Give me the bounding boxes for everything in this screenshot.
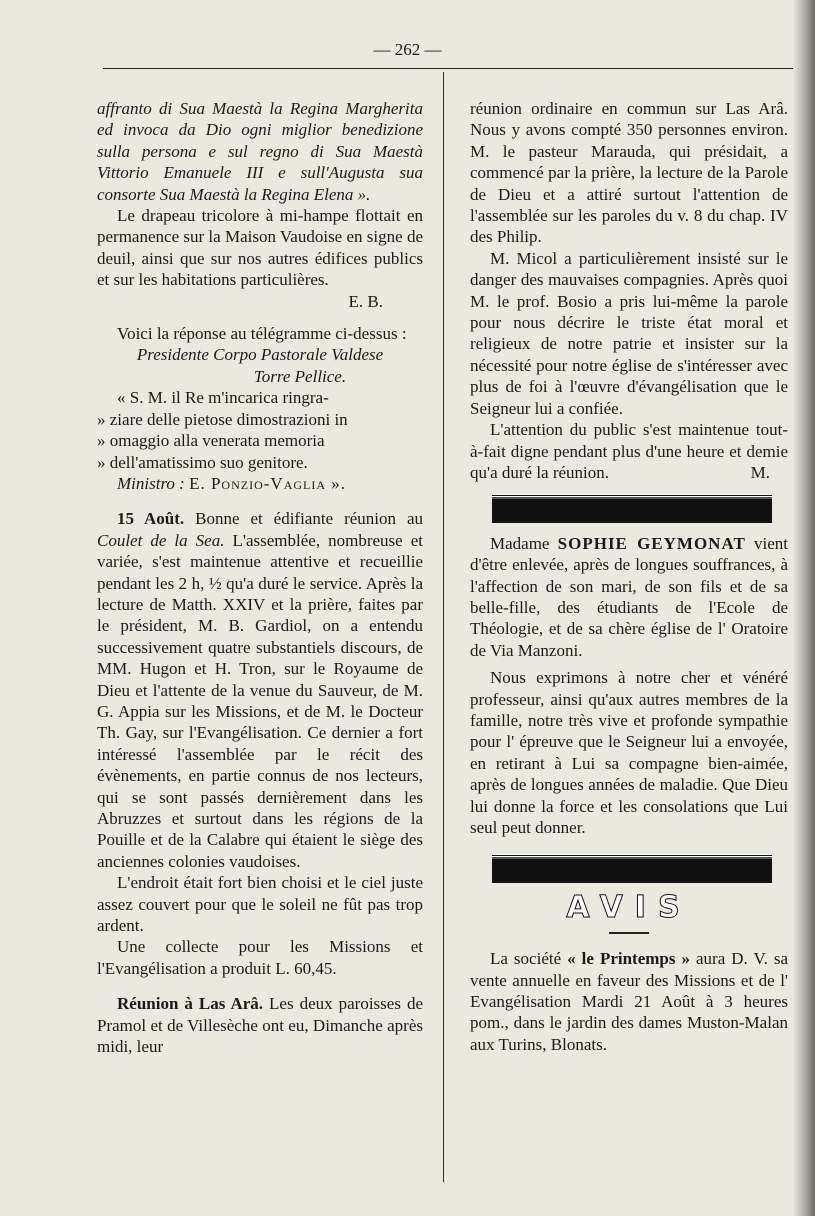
page-edge-shadow <box>793 0 815 1216</box>
reunion-paragraph <box>97 993 423 1057</box>
right-column <box>470 98 788 1055</box>
attention-paragraph: L'attention du public s'est maintenue tout-à-fait digne pendant plus d'une heure et demie qu'a duré la réunion. <box>470 420 788 482</box>
quote-line: » dell'amatissimo suo genitore. <box>97 452 308 472</box>
quote-line: » ziare delle pietose dimostrazioni in <box>97 409 348 429</box>
aout-text-2: L'assemblée, nombreuse et variée, s'est maintenue attentive et recueillie pendant les 2 h, ½ qu'a duré le service. Après la lecture de Matth. XXIV et la prière, faites par le président, M. B. Gardiol, on a entendu successivement quatre substantiels discours, de MM. Hugon et H. Tron, sur le Royaume de Dieu et l'attente de la venue du Sauveur, de M. G. Appia sur les Missions, et de M. le Docteur Th. Gay, sur l'Evangélisation. Ce dernier a fort intéressé l'assemblée par le récit des évènements, en partie connus de nos lecteurs, qui se sont passés dernièrement dans les Abruzzes et surtout dans les régions de la Pouille et de la Calabre qui étaient le siège des anciennes colonies vaudoises. <box>97 530 423 871</box>
sympathy-paragraph: Nous exprimons à notre cher et vénéré professeur, ainsi qu'aux autres membres de la famille, notre très vive et profonde sympathie pour l' épreuve que le Seigneur lui a envoyée, en retirant à Lui sa compagne bien-aimée, après de longues années de maladie. Que Dieu lui donne la force et les consolations que Lui seul peut donner. <box>470 668 788 837</box>
quote-line: » omaggio alla venerata memoria <box>97 431 325 451</box>
quote-block <box>97 387 423 473</box>
minister-line <box>97 473 423 494</box>
reunion-text: Les deux paroisses de Pramol et de Villesèche ont eu, Dimanche après midi, leur <box>97 994 423 1057</box>
reunion-continued: réunion ordinaire en commun sur Las Arâ. Nous y avons compté 350 personnes environ. M. le pasteur Marauda, qui présidait, a commencé par la prière, la lecture de la Parole de Dieu et a attiré surtout l'attention de l'assemblée sur les paroles du v. 8 du chap. IV des Philip. <box>470 99 788 247</box>
endroit-paragraph: L'endroit était fort bien choisi et le ciel juste assez couvert pour que le soleil ne fût pas trop ardent. <box>97 873 423 936</box>
minister-name: E. Ponzio-Vaglia ». <box>189 473 347 493</box>
micol-paragraph: M. Micol a particulièrement insisté sur le danger des mauvaises compagnies. Après quoi M. le prof. Bosio a pris lui-même la parole pour nous décrire le triste état moral et religieux de notre patrie et insister sur la nécessité pour notre église de s'intéresser avec plus de foi à l'œuvre d'évangélisation que le Seigneur lui a confiée. <box>470 248 788 418</box>
avis-text: aura D. V. sa vente annuelle en faveur des Missions et de l' Evangélisation Mardi 21 Août à 3 heures pom., dans le jardin des dames Muston-Malan aux Turins, Blonats. <box>470 949 788 1054</box>
heading-dash <box>470 921 788 942</box>
section-divider-bar <box>492 494 772 523</box>
address-line-2: Torre Pellice. <box>253 366 347 386</box>
avis-paragraph <box>470 948 788 1055</box>
avis-heading: AVIS <box>566 890 692 926</box>
header-rule <box>103 68 793 69</box>
address-line-1: Presidente Corpo Pastorale Valdese <box>136 345 384 365</box>
aout-paragraph <box>97 508 423 872</box>
obit-prefix: Madame <box>490 533 558 553</box>
section-divider-bar <box>492 854 772 883</box>
aout-text-1: Bonne et édifiante réunion au <box>195 509 423 529</box>
flag-paragraph: Le drapeau tricolore à mi-hampe flottait en permanence sur la Maison Vaudoise en signe de deuil, ainsi que sur nos autres édifices publics et sur les habitations particulières. <box>97 206 423 290</box>
signature-m: M. <box>750 463 770 483</box>
obit-text: vient d'être enlevée, après de longues souffrances, à l'affection de son mari, de son fils et de sa belle-fille, des étudiants de l'Ecole de Théologie, et de sa chère église de l' Oratoire de Via Manzoni. <box>470 533 788 660</box>
quote-line: « S. M. il Re m'incarica ringra- <box>117 388 329 408</box>
aout-place: Coulet de la Sea. <box>97 530 225 550</box>
obit-name: SOPHIE GEYMONAT <box>557 533 746 553</box>
column-divider <box>443 72 444 1182</box>
signature-eb: E. B. <box>348 291 383 311</box>
aout-date: 15 Août. <box>117 509 185 529</box>
reunion-title: Réunion à Las Arâ. <box>117 994 264 1014</box>
collecte-paragraph: Une collecte pour les Missions et l'Evangélisation a produit L. 60,45. <box>97 937 423 978</box>
left-column <box>97 98 423 1057</box>
telegram-text-italic: affranto di Sua Maestà la Regina Margherita ed invoca da Dio ogni miglior benedizione sulla persona e sul regno di Sua Maestà Vittorio Emanuele III e sull'Augusta sua consorte Sua Maestà la Regina Elena ». <box>97 99 423 204</box>
avis-society-name: « le Printemps » <box>567 949 690 969</box>
obituary-paragraph <box>470 533 788 661</box>
reply-intro: Voici la réponse au télégramme ci-dessus : <box>117 324 407 344</box>
avis-prefix: La société <box>490 949 568 969</box>
minister-label: Ministro : <box>117 473 185 493</box>
page-number: — 262 — <box>373 40 442 59</box>
